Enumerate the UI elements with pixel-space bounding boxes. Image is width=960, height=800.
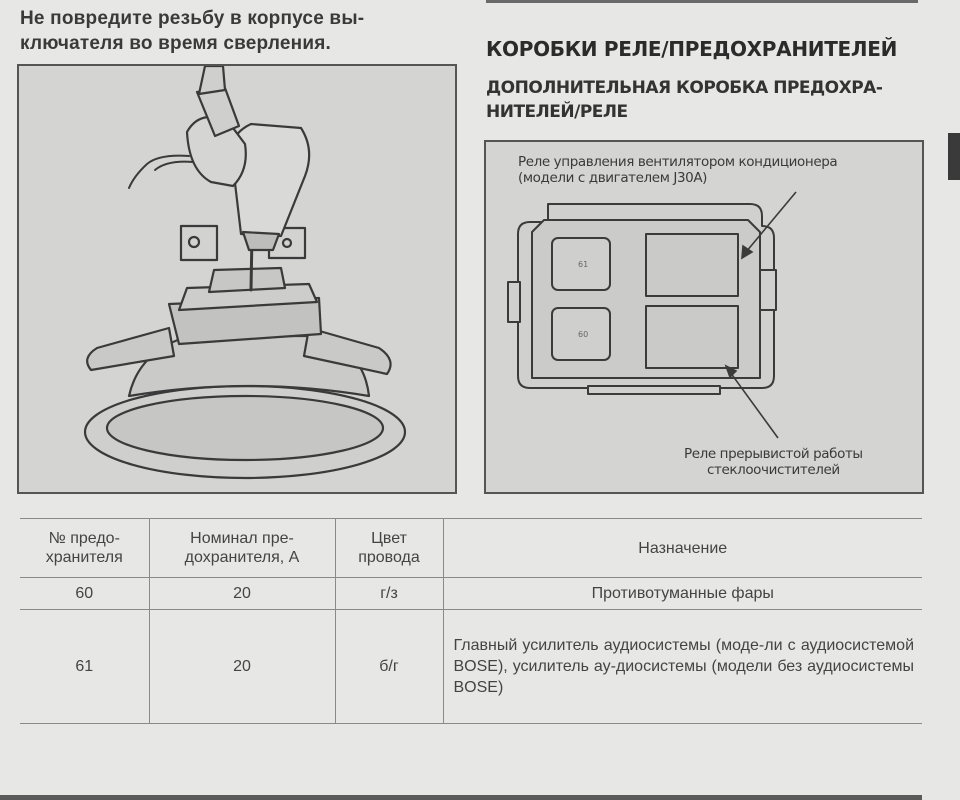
section-subtitle-line2: НИТЕЛЕЙ/РЕЛЕ [486,102,628,122]
header-rating [149,519,335,578]
callout-wiper-relay-line2: стеклоочистителей [706,462,840,478]
fuse-table [20,518,922,724]
drill-illustration [17,64,457,494]
fuse-box-drawing [486,142,922,492]
warning-note-line2: ключателя во время сверления. [20,33,331,54]
cell-fuse-no: 61 [75,657,94,675]
top-rule [486,0,918,3]
header-rating-line2: дохранителя, А [184,549,300,566]
callout-ac-fan-relay-line2: (модели с двигателем J30A) [518,170,708,186]
cell-wire-color: г/з [335,578,443,610]
page-edge-tab [948,133,960,180]
cell-purpose: Противотуманные фары [443,578,922,610]
section-subtitle-line1: ДОПОЛНИТЕЛЬНАЯ КОРОБКА ПРЕДОХРА- [486,78,883,98]
header-wire-color-line2: провода [358,549,420,566]
callout-ac-fan-relay [518,154,837,186]
header-fuse-no [20,519,149,578]
callout-wiper-relay [684,446,863,478]
relay-wiper [646,306,738,368]
header-purpose: Назначение [443,519,922,578]
cell-fuse-no: 60 [75,584,94,602]
cell-rating: 20 [149,610,335,724]
warning-note [20,6,460,56]
section-subtitle [486,76,926,124]
fuse-table-header-row [20,519,922,578]
cell-wire-color: б/г [335,610,443,724]
fuse-box-illustration [484,140,924,494]
header-fuse-no-line2: хранителя [45,549,123,566]
warning-note-line1: Не повредите резьбу в корпусе вы- [20,8,365,29]
relay-ac-fan [646,234,738,296]
cell-rating: 20 [149,578,335,610]
table-row [20,610,922,724]
callout-wiper-relay-line1: Реле прерывистой работы [684,446,863,462]
header-fuse-no-line1: № предо- [48,530,120,547]
fuse-61-label: 61 [578,260,589,269]
header-wire-color [335,519,443,578]
fuse-60-label: 60 [578,330,589,339]
section-title: КОРОБКИ РЕЛЕ/ПРЕДОХРАНИТЕЛЕЙ [486,37,898,61]
header-wire-color-line1: Цвет [371,530,407,547]
drill-drawing [19,66,455,492]
callout-ac-fan-relay-line1: Реле управления вентилятором кондиционера [518,154,838,170]
table-row [20,578,922,610]
bottom-rule [0,795,922,800]
cell-purpose: Главный усилитель аудиосистемы (моде-ли с аудиосистемой BOSE), усилитель ау-диосистемы (модели без аудиосистемы BOSE) [443,610,922,724]
header-rating-line1: Номинал пре- [190,530,294,547]
